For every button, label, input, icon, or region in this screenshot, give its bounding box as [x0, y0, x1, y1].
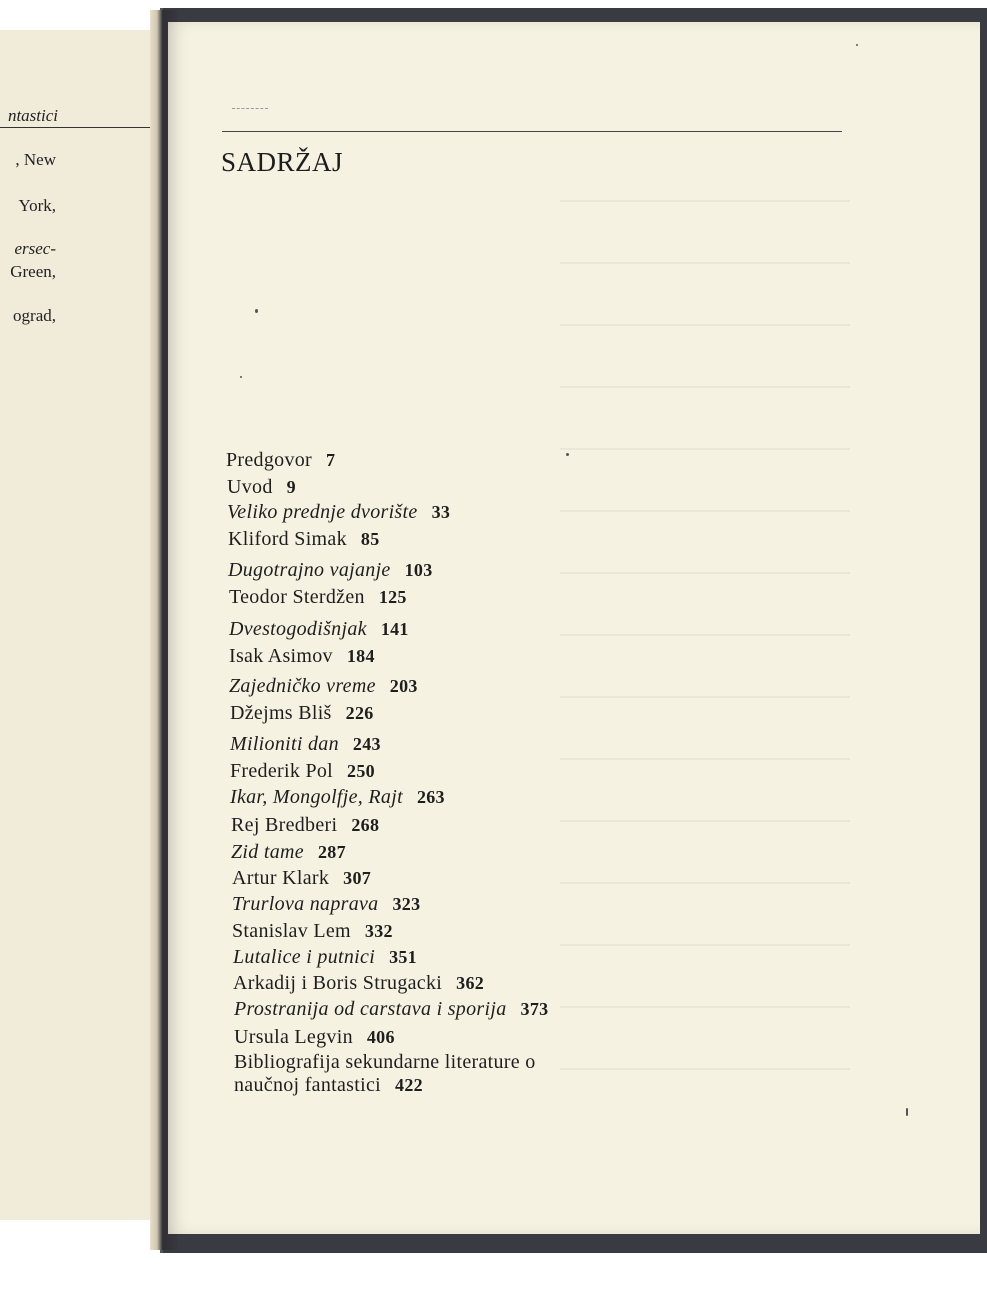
toc-entry — [229, 645, 375, 668]
toc-entry — [226, 449, 335, 472]
toc-entry — [227, 501, 450, 524]
toc-entry-title: Isak Asimov — [229, 645, 333, 667]
toc-entry-title: Veliko prednje dvorište — [227, 501, 418, 523]
toc-entry-title: Rej Bredberi — [231, 814, 338, 836]
toc-entry-page: 250 — [347, 761, 375, 781]
toc-entry — [229, 586, 407, 609]
toc-entry-title: Zajedničko vreme — [229, 675, 376, 697]
toc-entry-title: Milioniti dan — [230, 733, 339, 755]
toc-entry — [234, 998, 548, 1021]
toc-entry-page: 263 — [416, 787, 445, 807]
toc-entry-title: Trurlova naprava — [232, 893, 379, 915]
toc-entry-page: 103 — [404, 560, 433, 580]
toc-entry-page: 323 — [392, 894, 421, 914]
toc-entry-page: 307 — [343, 868, 372, 888]
toc-entry-title: Bibliografija sekundarne literature o — [234, 1051, 536, 1073]
left-page-line: , New — [15, 150, 56, 169]
toc-entry — [227, 476, 296, 499]
toc-entry — [230, 760, 375, 783]
toc-entry-title: Ikar, Mongolfje, Rajt — [230, 786, 403, 808]
toc-entry — [231, 814, 379, 837]
left-page-header-rule — [0, 127, 152, 128]
toc-entry — [228, 559, 433, 582]
toc-entry-page: 203 — [389, 676, 418, 696]
toc-entry — [229, 618, 409, 641]
toc-entry-page: 226 — [345, 703, 374, 723]
toc-entry-title: Kliford Simak — [228, 528, 347, 550]
toc-entry-page: 406 — [366, 1027, 395, 1047]
toc-entry — [233, 972, 484, 995]
toc-entry — [232, 893, 420, 916]
header-ornament — [232, 108, 268, 110]
toc-entry-title: Uvod — [227, 476, 273, 498]
left-page-line: Green, — [10, 262, 56, 281]
toc-entry-title: Ursula Legvin — [234, 1026, 353, 1048]
toc-entry — [230, 786, 445, 809]
toc-entry-page: 268 — [351, 815, 380, 835]
toc-entry — [234, 1026, 395, 1049]
toc-entry-page: 141 — [380, 619, 409, 639]
left-page-header: ntastici — [7, 106, 58, 125]
header-rule — [222, 131, 842, 132]
toc-entry-title: Arkadij i Boris Strugacki — [233, 972, 443, 994]
toc-entry — [230, 733, 381, 756]
toc-entry-title: Stanislav Lem — [232, 920, 351, 942]
toc-entry — [233, 946, 417, 969]
toc-entry-title: Džejms Bliš — [230, 702, 332, 724]
toc-entry-page: 332 — [364, 921, 393, 941]
show-through-texture — [560, 140, 850, 1090]
toc-entry — [229, 675, 418, 698]
toc-entry-title: Dugotrajno vajanje — [228, 559, 391, 581]
toc-entry — [232, 867, 371, 890]
paper-speck — [255, 309, 258, 313]
toc-entry-page: 287 — [317, 842, 346, 862]
page-title: SADRŽAJ — [221, 147, 344, 177]
toc-entry — [234, 1074, 423, 1097]
left-page-line: ersec- — [14, 239, 56, 258]
toc-entry-page: 9 — [286, 477, 296, 497]
toc-entry-title: Lutalice i putnici — [233, 946, 376, 968]
toc-entry — [232, 920, 393, 943]
toc-entry — [231, 841, 346, 864]
left-facing-page — [0, 30, 153, 1220]
paper-speck — [240, 376, 242, 378]
toc-entry — [228, 528, 380, 551]
toc-entry-title: Frederik Pol — [230, 760, 334, 782]
left-page-line: York, — [18, 196, 56, 215]
toc-entry-title: Dvestogodišnjak — [229, 618, 367, 640]
paper-speck — [906, 1108, 908, 1116]
toc-entry-title: naučnoj fantastici — [234, 1074, 382, 1096]
left-page-line: ograd, — [13, 306, 56, 325]
toc-entry-title: Artur Klark — [232, 867, 330, 889]
toc-entry-title: Teodor Sterdžen — [229, 586, 365, 608]
toc-entry-page: 7 — [326, 450, 336, 470]
toc-entry-page: 33 — [431, 502, 451, 522]
toc-entry-page: 362 — [456, 973, 485, 993]
toc-entry-title: Predgovor — [226, 449, 313, 471]
toc-entry-page: 243 — [352, 734, 381, 754]
toc-entry-title: Prostranija od carstava i sporija — [234, 998, 507, 1020]
toc-entry — [234, 1051, 536, 1074]
toc-entry-title: Zid tame — [231, 841, 304, 863]
toc-entry-page: 373 — [520, 999, 549, 1019]
toc-entry-page: 85 — [360, 529, 380, 549]
toc-entry-page: 351 — [389, 947, 417, 967]
paper-speck — [566, 453, 569, 456]
toc-entry-page: 125 — [378, 587, 407, 607]
toc-entry — [230, 702, 374, 725]
toc-entry-page: 422 — [395, 1075, 423, 1095]
paper-speck — [856, 44, 858, 46]
toc-entry-page: 184 — [346, 646, 375, 666]
